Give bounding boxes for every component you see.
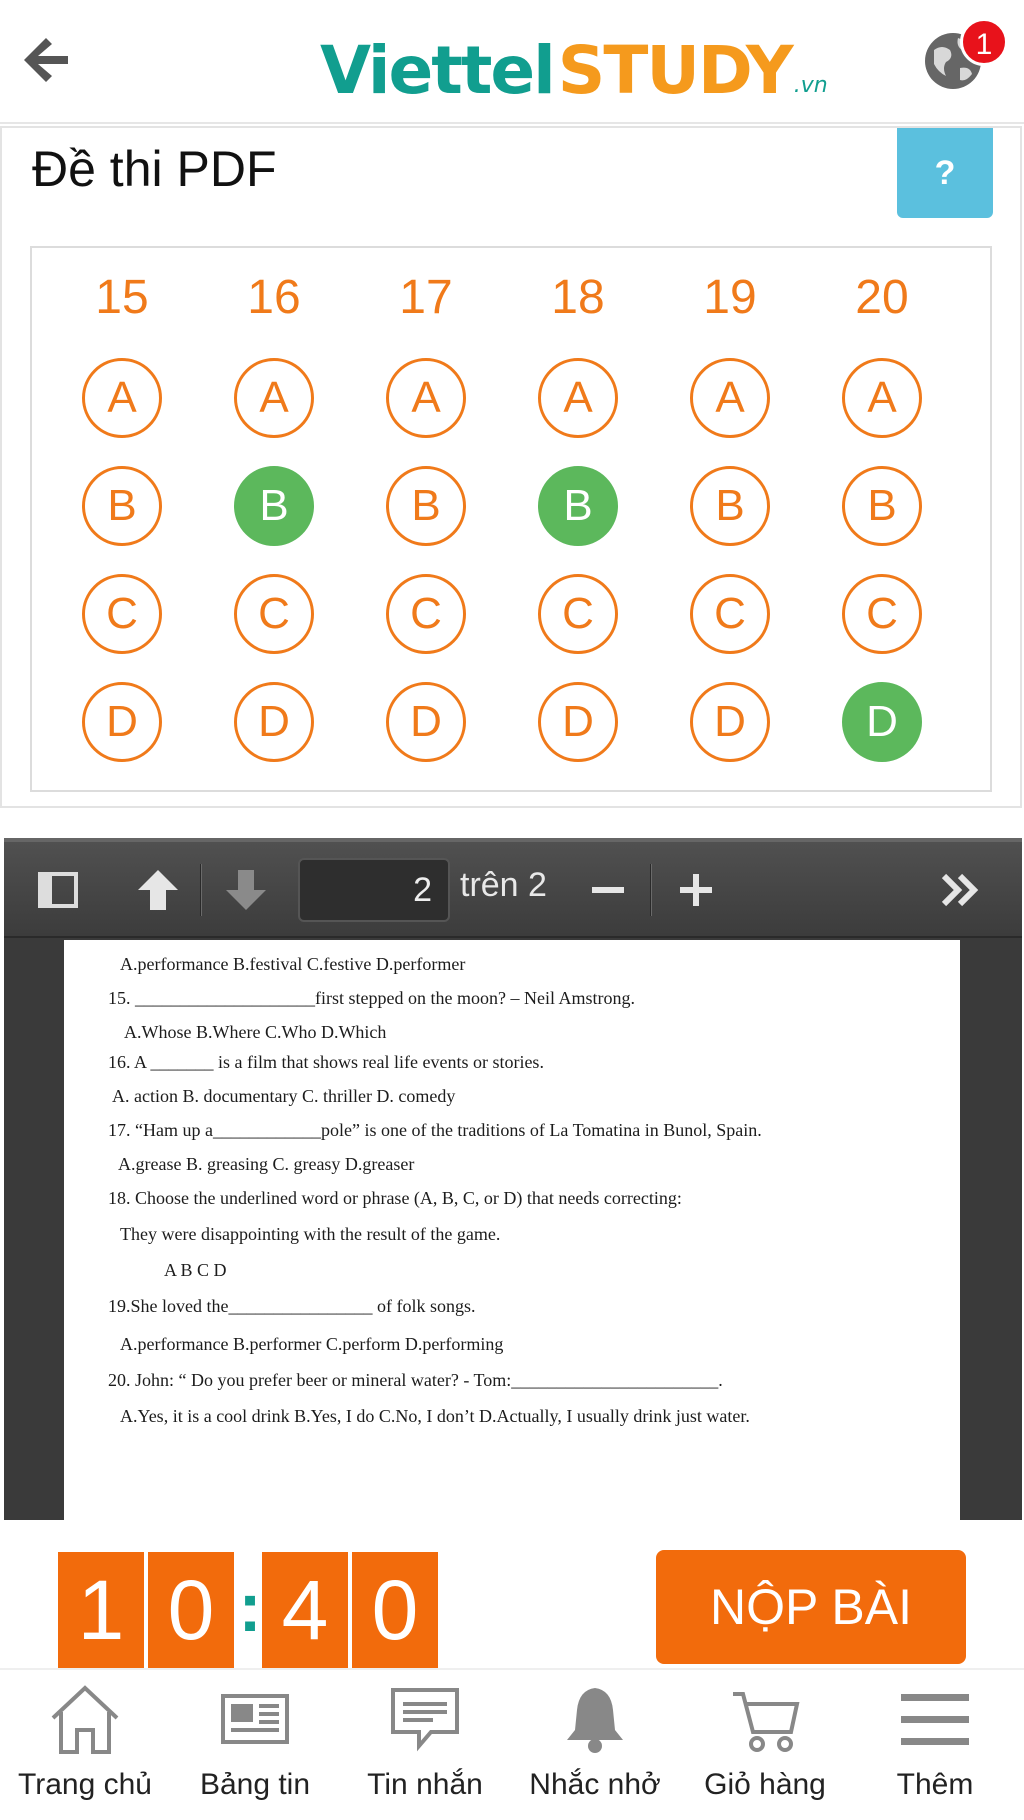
pdf-page-content [64,940,960,1524]
sidebar-toggle-button[interactable] [34,866,82,914]
submit-button[interactable]: NỘP BÀI [656,1550,966,1664]
message-icon [385,1680,465,1760]
question-number: 20 [855,271,909,324]
question-column [806,248,958,788]
question-number: 16 [247,271,301,324]
answer-option-a[interactable]: A [82,358,162,438]
timer-digit: 4 [262,1552,348,1668]
nav-label: Thêm [896,1768,974,1801]
help-button[interactable]: ? [897,128,993,218]
answer-option-c[interactable]: C [842,574,922,654]
toolbar-separator [650,864,652,916]
question-column [654,248,806,788]
answer-option-a[interactable]: A [690,358,770,438]
pdf-text-line: 16. A _______ is a film that shows real life events or stories. [108,1052,544,1072]
answer-option-c[interactable]: C [82,574,162,654]
timer-separator: : [238,1568,262,1646]
sidebar-toggle-icon [34,866,82,914]
previous-page-button[interactable] [134,866,182,914]
nav-item-newsfeed[interactable] [170,1680,340,1820]
nav-label: Trang chủ [18,1768,152,1801]
bell-icon [555,1680,635,1760]
pdf-text-line: A. action B. documentary C. thriller D. comedy [112,1086,456,1106]
pdf-text-line: 15. ____________________first stepped on the moon? – Neil Amstrong. [108,988,635,1008]
next-page-button[interactable] [222,866,270,914]
page-number-input[interactable]: 2 [298,858,450,922]
newspaper-icon [215,1680,295,1760]
app-header [0,0,1024,124]
page-count-label: trên 2 [460,866,547,904]
countdown-timer [58,1552,442,1668]
nav-item-reminders[interactable] [510,1680,680,1820]
viettel-study-logo [320,18,828,109]
question-column [198,248,350,788]
pdf-text-line: A.performance B.performer C.perform D.performing [120,1334,504,1354]
answer-option-d[interactable]: D [82,682,162,762]
pdf-toolbar [4,842,1022,938]
pdf-text-line: They were disappointing with the result of the game. [120,1224,501,1244]
answer-option-d[interactable]: D [690,682,770,762]
timer-digit: 1 [58,1552,144,1668]
answer-option-a[interactable]: A [538,358,618,438]
answer-option-d[interactable]: D [234,682,314,762]
nav-item-more[interactable] [850,1680,1020,1820]
arrow-up-icon [134,866,182,914]
answer-sheet-panel [0,126,1022,808]
answer-option-b[interactable]: B [234,466,314,546]
nav-item-cart[interactable] [680,1680,850,1820]
nav-item-messages[interactable] [340,1680,510,1820]
timer-digit: 0 [352,1552,438,1668]
pdf-text-line: A.Yes, it is a cool drink B.Yes, I do C.No, I don’t D.Actually, I usually drink just water. [120,1406,750,1426]
pdf-viewer [4,838,1022,1520]
question-column [350,248,502,788]
answer-option-a[interactable]: A [386,358,466,438]
answer-option-b[interactable]: B [842,466,922,546]
answer-option-b[interactable]: B [82,466,162,546]
minus-icon [584,866,632,914]
answer-option-b[interactable]: B [386,466,466,546]
toolbar-separator [200,864,202,916]
question-number: 19 [703,271,757,324]
logo-text-vn: .vn [793,73,828,98]
pdf-text-line: A.grease B. greasing C. greasy D.greaser [118,1154,415,1174]
answer-option-b[interactable]: B [690,466,770,546]
more-tools-button[interactable] [938,866,986,914]
cart-icon [725,1680,805,1760]
double-chevron-right-icon [938,866,986,914]
pdf-text-line: A.Whose B.Where C.Who D.Which [124,1022,387,1042]
answer-option-c[interactable]: C [690,574,770,654]
nav-item-home[interactable] [0,1680,170,1820]
question-column [502,248,654,788]
answer-option-d[interactable]: D [538,682,618,762]
answer-option-a[interactable]: A [842,358,922,438]
pdf-text-line: 19.She loved the________________ of folk songs. [108,1296,476,1316]
pdf-text-line: 20. John: “ Do you prefer beer or mineral water? - Tom:_______________________. [108,1370,723,1390]
question-number: 17 [399,271,453,324]
logo-text-study: STUDY [557,32,792,109]
nav-label: Nhắc nhở [529,1768,661,1801]
answer-option-d[interactable]: D [386,682,466,762]
zoom-out-button[interactable] [584,866,632,914]
nav-label: Giỏ hàng [704,1768,826,1801]
question-number: 15 [95,271,149,324]
pdf-text-line: 18. Choose the underlined word or phrase (A, B, C, or D) that needs correcting: [108,1188,682,1208]
answer-option-c[interactable]: C [234,574,314,654]
answer-option-a[interactable]: A [234,358,314,438]
answer-option-d[interactable]: D [842,682,922,762]
timer-digit: 0 [148,1552,234,1668]
answer-option-c[interactable]: C [386,574,466,654]
arrow-left-icon [14,30,74,90]
page-title: Đề thi PDF [32,141,277,197]
zoom-in-button[interactable] [672,866,720,914]
bottom-navigation [0,1668,1024,1820]
back-button[interactable] [14,30,74,90]
home-icon [45,1680,125,1760]
notification-badge: 1 [960,18,1008,66]
plus-icon [672,866,720,914]
arrow-down-icon [222,866,270,914]
answer-grid [30,246,992,792]
logo-text-viettel: Viettel [320,32,554,109]
pdf-text-line: A B C D [164,1260,227,1280]
question-column [46,248,198,788]
menu-icon [895,1680,975,1760]
pdf-text-line: 17. “Ham up a____________pole” is one of the traditions of La Tomatina in Bunol, Spain. [108,1120,762,1140]
question-number: 18 [551,271,605,324]
answer-option-c[interactable]: C [538,574,618,654]
answer-option-b[interactable]: B [538,466,618,546]
nav-label: Tin nhắn [367,1768,483,1801]
nav-label: Bảng tin [199,1768,311,1801]
pdf-text-line: A.performance B.festival C.festive D.performer [120,954,466,974]
